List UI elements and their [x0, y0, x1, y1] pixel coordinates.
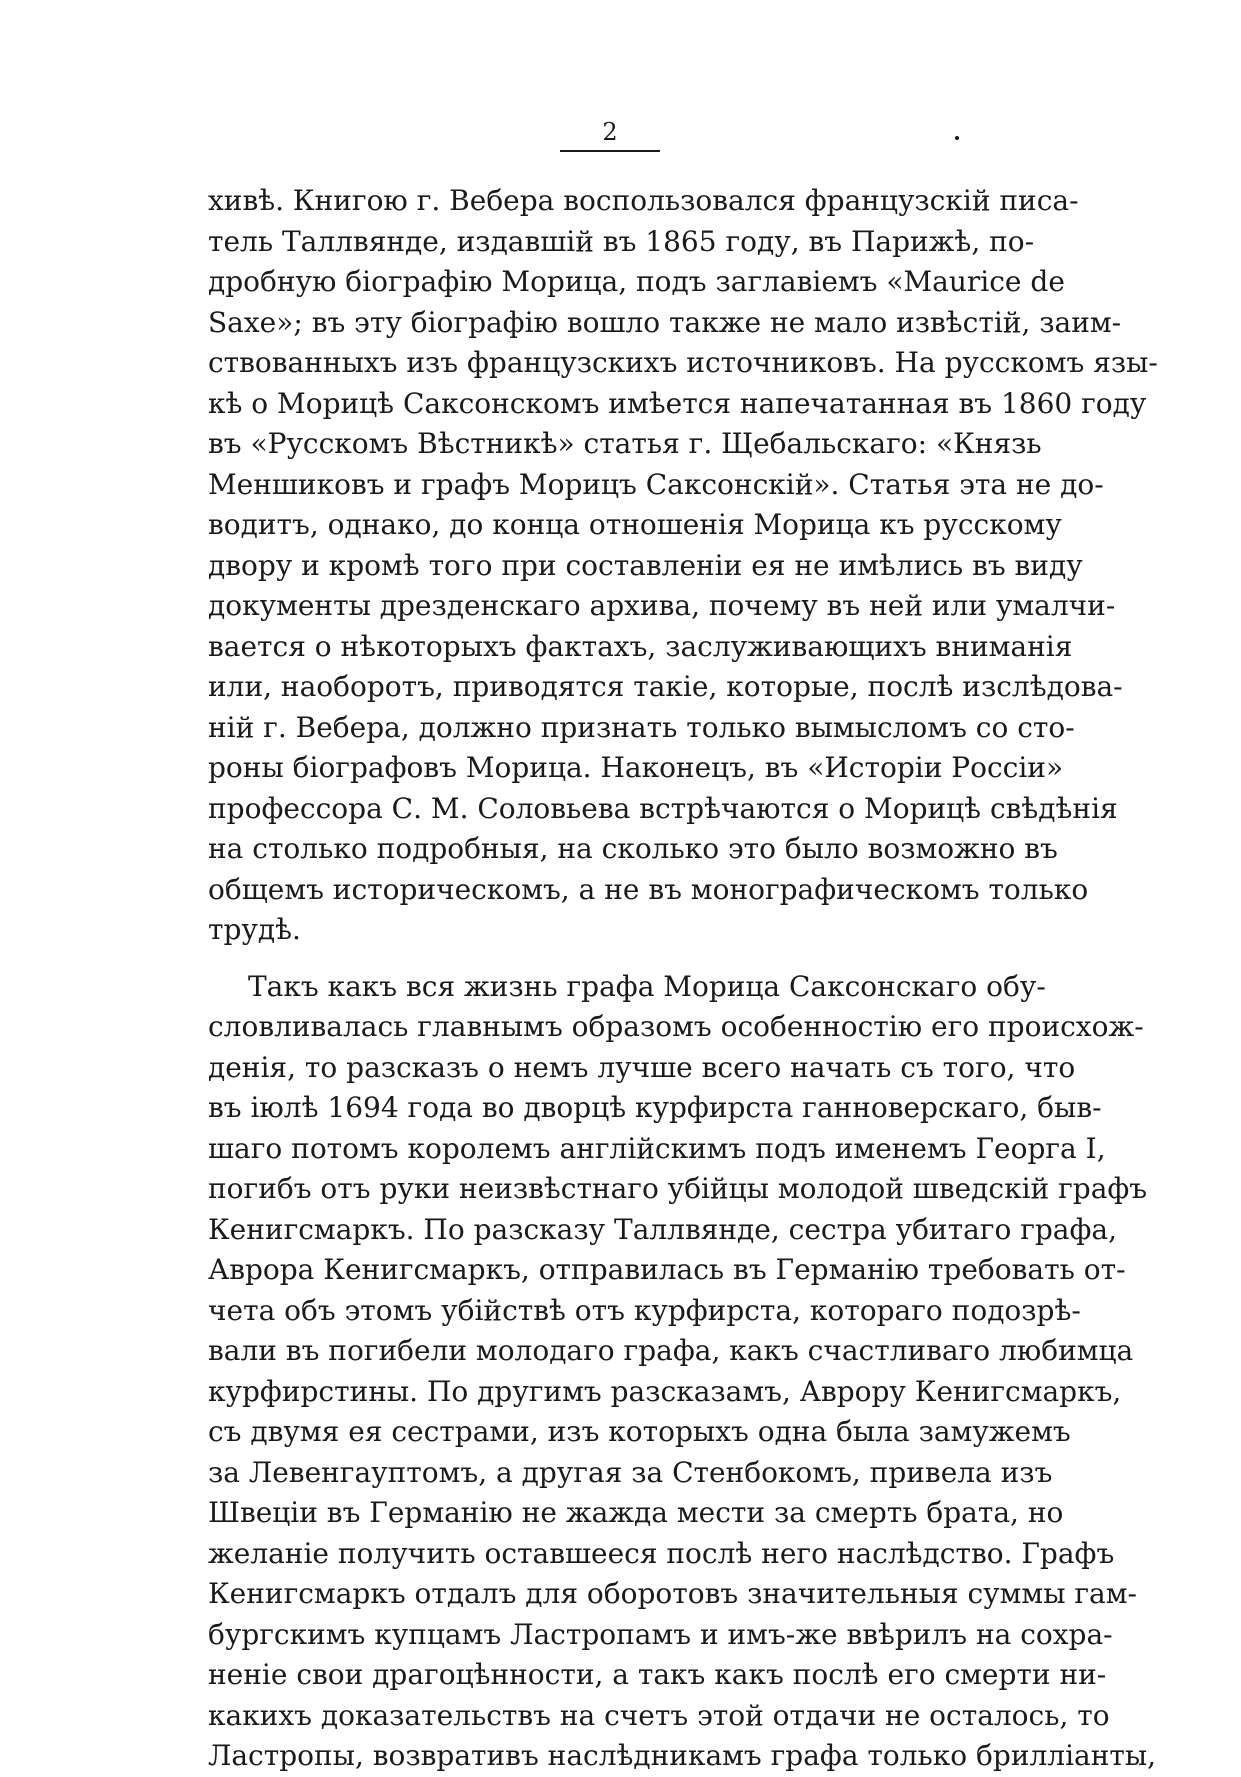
text-line: общемъ историческомъ, а не въ монографическомъ только — [208, 872, 1089, 906]
text-line: денія, то разсказъ о немъ лучше всего начать съ того, что — [208, 1050, 1076, 1084]
text-line: на столько подробныя, на сколько это было возможно въ — [208, 832, 1058, 865]
text-line: Такъ какъ вся жизнь графа Морица Саксонскаго обу- — [248, 969, 1046, 1003]
text-line: роны біографовъ Морица. Наконецъ, въ «Исторіи Россіи» — [208, 751, 1064, 784]
paragraph-2 — [208, 967, 1157, 1777]
body-text — [208, 181, 1158, 1777]
text-line: словливалась главнымъ образомъ особенностію его происхож- — [208, 1010, 1144, 1043]
text-line: бургскимъ купцамъ Ластропамъ и имъ-же ввѣрилъ на сохра- — [208, 1617, 1113, 1651]
text-line: погибъ отъ руки неизвѣстнаго убійцы молодой шведскій графъ — [208, 1172, 1148, 1205]
text-line: за Левенгауптомъ, а другая за Стенбокомъ, привела изъ — [208, 1455, 1053, 1489]
text-line: Saxe»; въ эту біографію вошло также не мало извѣстій, заим- — [208, 305, 1122, 339]
text-line: вали въ погибели молодаго графа, какъ счастливаго любимца — [208, 1334, 1134, 1367]
text-line: въ «Русскомъ Вѣстникѣ» статья г. Щебальскаго: «Князь — [208, 427, 1042, 460]
text-line: документы дрезденскаго архива, почему въ ней или умалчи- — [208, 589, 1116, 622]
text-line: Аврора Кенигсмаркъ, отправилась въ Германію требовать от- — [208, 1253, 1126, 1286]
paragraph-gap — [208, 951, 1008, 967]
text-line: Меншиковъ и графъ Морицъ Саксонскій». Статья эта не до- — [208, 467, 1104, 501]
text-line: дробную біографію Морица, подъ заглавіемъ «Maurice de — [208, 265, 1065, 298]
text-line: хивѣ. Книгою г. Вебера воспользовался французскій писа- — [208, 184, 1079, 217]
text-line: тель Таллвянде, издавшій въ 1865 году, въ Парижѣ, по- — [208, 224, 1035, 258]
text-line: шаго потомъ королемъ англійскимъ подъ именемъ Георга I, — [208, 1131, 1106, 1165]
text-line: вается о нѣкоторыхъ фактахъ, заслуживающихъ вниманія — [208, 629, 1073, 663]
text-line: двору и кромѣ того при составленіи ея не имѣлись въ виду — [208, 548, 1083, 582]
text-line: курфирстины. По другимъ разсказамъ, Аврору Кенигсмаркъ, — [208, 1374, 1122, 1408]
page-number: 2 — [602, 118, 618, 146]
text-line: въ іюлѣ 1694 года во дворцѣ курфирста ганноверскаго, быв- — [208, 1091, 1102, 1124]
text-line: ній г. Вебера, должно признать только вымысломъ со сто- — [208, 710, 1075, 744]
text-line: неніе свои драгоцѣнности, а такъ какъ послѣ его смерти ни- — [208, 1658, 1107, 1691]
text-line: профессора С. М. Соловьева встрѣчаются о Морицѣ свѣдѣнія — [208, 791, 1118, 825]
text-line: Кенигсмаркъ. По разсказу Таллвянде, сестра убитаго графа, — [208, 1212, 1118, 1246]
text-line: чета объ этомъ убійствѣ отъ курфирста, котораго подозрѣ- — [208, 1293, 1081, 1327]
print-speck — [955, 136, 959, 140]
text-line: Кенигсмаркъ отдалъ для оборотовъ значительныя суммы гам- — [208, 1577, 1137, 1610]
text-line: или, наоборотъ, приводятся такіе, которые, послѣ изслѣдова- — [208, 670, 1123, 703]
text-line: водитъ, однако, до конца отношенія Морица къ русскому — [208, 508, 1062, 541]
text-line: кѣ о Морицѣ Саксонскомъ имѣется напечатанная въ 1860 году — [208, 386, 1147, 420]
text-line: желаніе получить оставшееся послѣ него наслѣдство. Графъ — [208, 1536, 1115, 1570]
text-line: Швеціи въ Германію не жажда мести за смерть брата, но — [208, 1496, 1064, 1529]
text-line: съ двумя ея сестрами, изъ которыхъ одна была замужемъ — [208, 1415, 1071, 1448]
paragraph-1 — [208, 181, 1158, 951]
text-line: ствованныхъ изъ французскихъ источниковъ. На русскомъ язы- — [208, 346, 1158, 379]
text-line: Ластропы, возвративъ наслѣдникамъ графа только брилліанты, — [208, 1739, 1157, 1772]
text-line: трудѣ. — [208, 913, 301, 946]
page-number-rule — [560, 150, 660, 152]
text-line: какихъ доказательствъ на счетъ этой отдачи не осталось, то — [208, 1698, 1110, 1732]
